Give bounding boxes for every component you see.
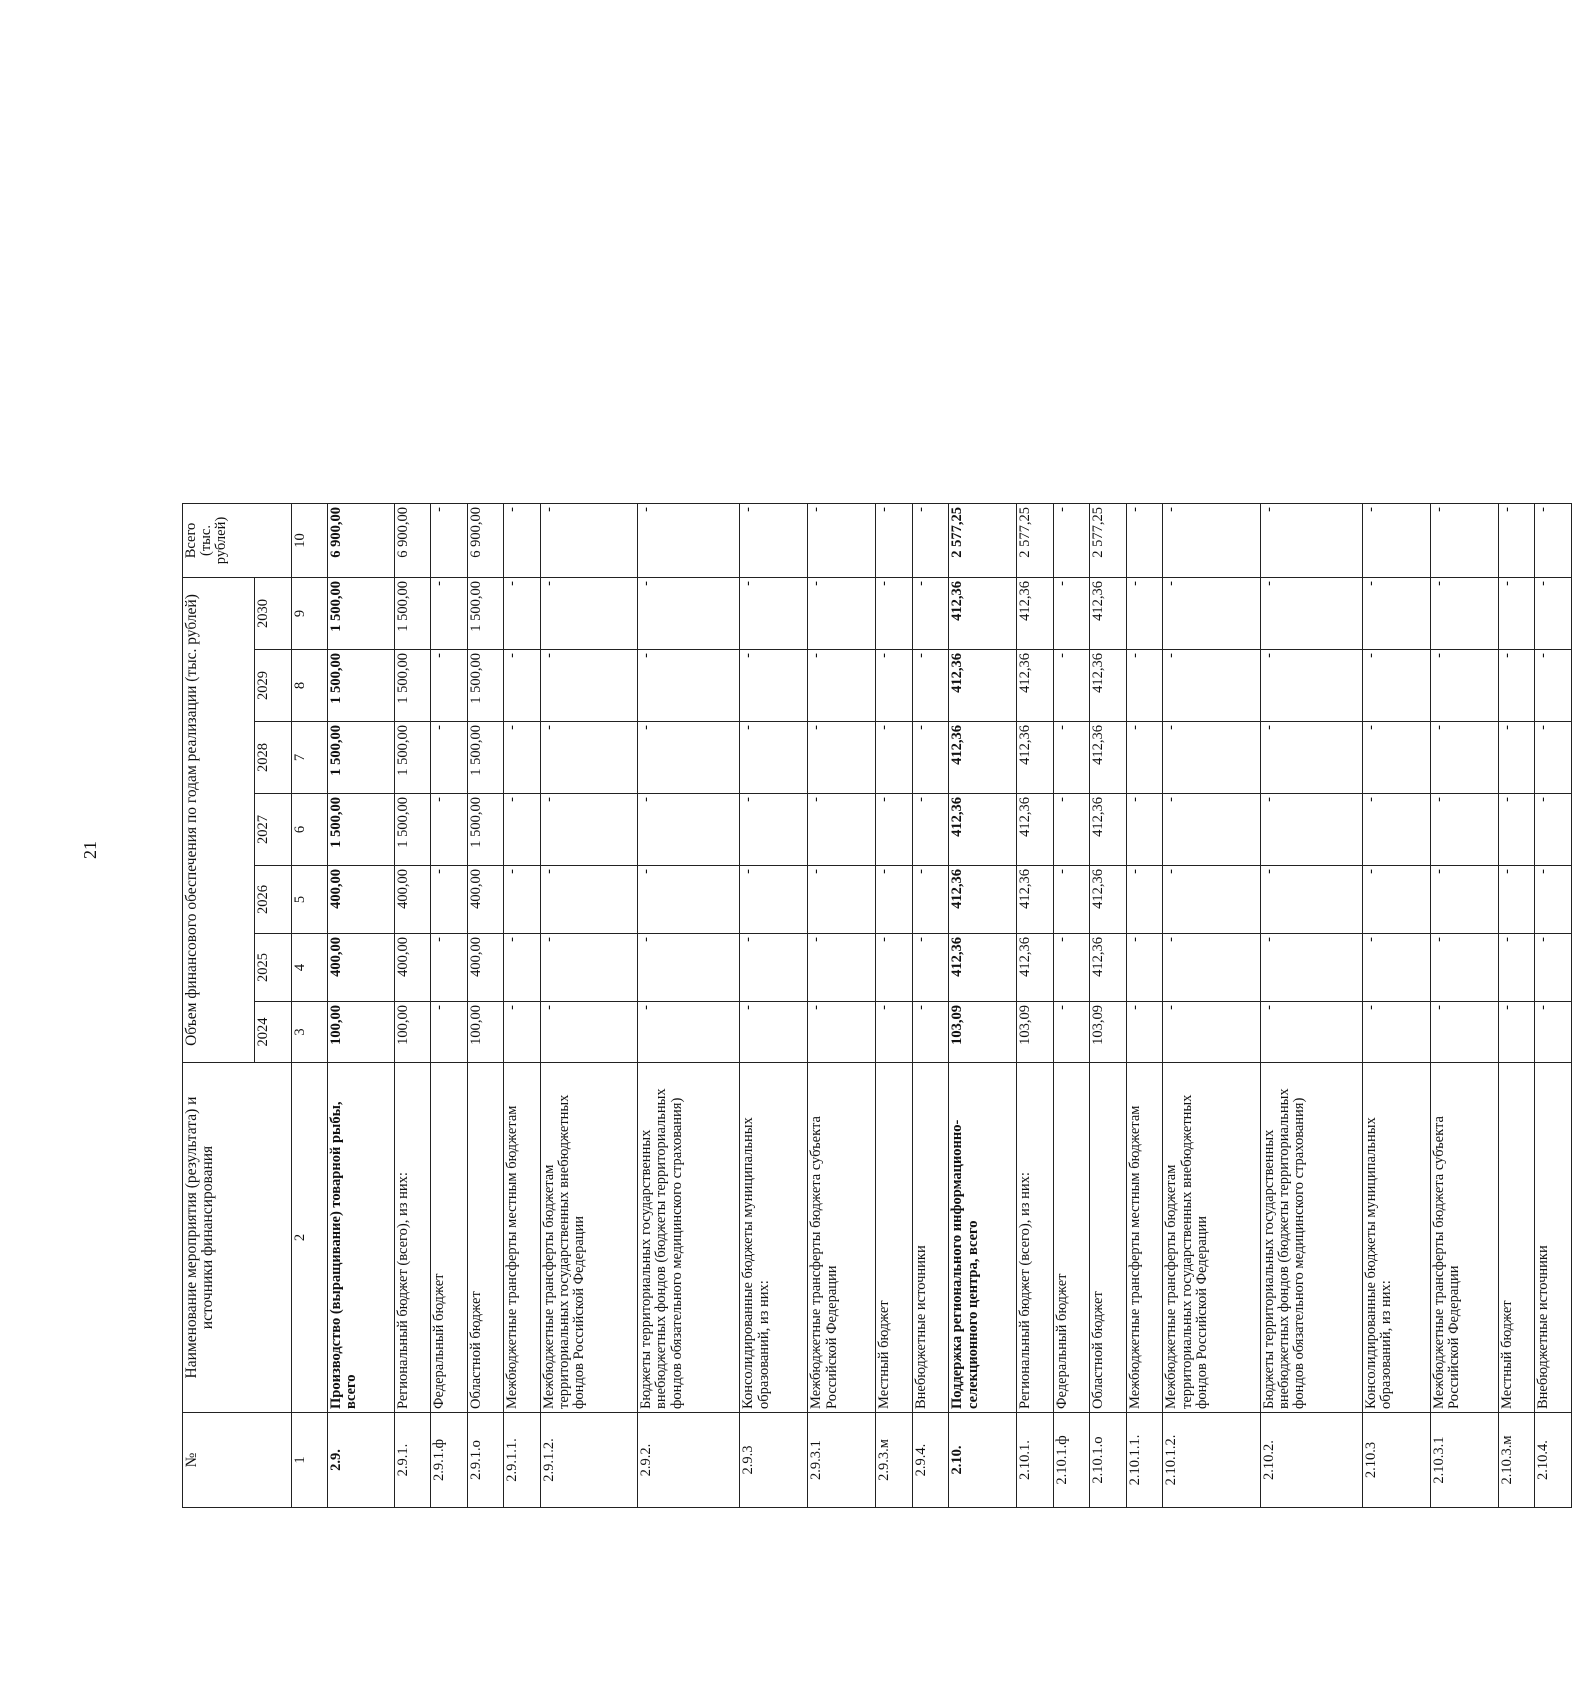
row-value: - (431, 794, 467, 866)
row-value: - (1430, 504, 1498, 578)
row-value: 412,36 (949, 578, 1017, 650)
row-value: - (1163, 794, 1260, 866)
row-value: - (638, 866, 740, 934)
row-value: - (1535, 504, 1572, 578)
row-value: - (740, 866, 808, 934)
row-value: - (504, 504, 540, 578)
row-value: - (1163, 650, 1260, 722)
row-value: - (808, 578, 876, 650)
col-number: 2 (291, 1063, 327, 1413)
col-number: 9 (291, 578, 327, 650)
row-value: 6 900,00 (328, 504, 395, 578)
table-row (394, 504, 430, 1508)
row-value: - (1126, 794, 1162, 866)
row-value: - (912, 794, 948, 866)
row-name: Федеральный бюджет (1053, 1063, 1089, 1413)
row-name: Межбюджетные трансферты местным бюджетам (504, 1063, 540, 1413)
col-number: 6 (291, 794, 327, 866)
row-value: - (740, 722, 808, 794)
row-value: 6 900,00 (394, 504, 430, 578)
row-value: - (1535, 578, 1572, 650)
row-value: - (808, 1002, 876, 1063)
row-value: - (1126, 578, 1162, 650)
row-value: - (1126, 722, 1162, 794)
row-value: 412,36 (1017, 578, 1053, 650)
row-value: 1 500,00 (328, 722, 395, 794)
row-value: - (740, 650, 808, 722)
row-value: - (540, 504, 637, 578)
row-name: Производство (выращивание) товарной рыбы, всего (328, 1063, 395, 1413)
row-value: - (504, 934, 540, 1002)
row-value: - (1163, 1002, 1260, 1063)
row-name: Межбюджетные трансферты бюджета субъекта Российской Федерации (808, 1063, 876, 1413)
row-value: - (876, 1002, 912, 1063)
row-value: - (740, 794, 808, 866)
row-value: - (1498, 934, 1534, 1002)
row-name: Местный бюджет (876, 1063, 912, 1413)
row-name: Внебюджетные источники (912, 1063, 948, 1413)
row-value: - (740, 578, 808, 650)
row-value: - (1430, 722, 1498, 794)
row-value: - (1362, 866, 1430, 934)
page-number: 21 (80, 841, 100, 859)
row-value: 412,36 (1017, 794, 1053, 866)
row-value: - (1498, 1002, 1534, 1063)
row-value: - (1163, 934, 1260, 1002)
row-value: - (876, 504, 912, 578)
table-row (876, 504, 912, 1508)
row-value: 412,36 (949, 934, 1017, 1002)
row-value: - (504, 722, 540, 794)
rotated-table-container (182, 118, 1552, 1508)
row-value: - (1535, 650, 1572, 722)
row-value: - (540, 722, 637, 794)
row-value: 400,00 (394, 934, 430, 1002)
row-name: Местный бюджет (1498, 1063, 1534, 1413)
row-number: 2.9.3.м (876, 1413, 912, 1508)
row-number: 2.9.1. (394, 1413, 430, 1508)
row-name: Межбюджетные трансферты бюджета субъекта Российской Федерации (1430, 1063, 1498, 1413)
row-value: - (1535, 722, 1572, 794)
row-number: 2.9.1.о (467, 1413, 503, 1508)
row-value: 412,36 (949, 650, 1017, 722)
row-value: 103,09 (949, 1002, 1017, 1063)
funding-table (182, 503, 1572, 1508)
row-value: 2 577,25 (949, 504, 1017, 578)
row-value: - (1535, 1002, 1572, 1063)
row-value: - (1498, 866, 1534, 934)
row-number: 2.10.1. (1017, 1413, 1053, 1508)
row-value: - (540, 934, 637, 1002)
row-value: - (540, 578, 637, 650)
row-value: - (808, 794, 876, 866)
row-value: - (1053, 650, 1089, 722)
row-value: - (1163, 722, 1260, 794)
table-row (431, 504, 467, 1508)
row-value: - (504, 794, 540, 866)
row-value: 100,00 (394, 1002, 430, 1063)
row-value: 1 500,00 (328, 650, 395, 722)
row-name: Региональный бюджет (всего), из них: (394, 1063, 430, 1413)
row-value: - (1362, 722, 1430, 794)
row-value: 1 500,00 (467, 578, 503, 650)
row-value: 412,36 (1090, 722, 1126, 794)
table-row (328, 504, 395, 1508)
row-value: - (912, 650, 948, 722)
row-value: - (808, 866, 876, 934)
col-number: 8 (291, 650, 327, 722)
row-value: - (808, 650, 876, 722)
row-name: Межбюджетные трансферты бюджетам территориальных государственных внебюджетных фондов Российской Федерации (540, 1063, 637, 1413)
row-value: 400,00 (467, 866, 503, 934)
row-value: 412,36 (1090, 650, 1126, 722)
table-row (808, 504, 876, 1508)
row-value: - (431, 650, 467, 722)
row-value: - (504, 578, 540, 650)
row-number: 2.9.1.1. (504, 1413, 540, 1508)
col-number: 10 (291, 504, 327, 578)
row-value: - (808, 722, 876, 794)
row-name: Областной бюджет (1090, 1063, 1126, 1413)
table-row (638, 504, 740, 1508)
row-value: 412,36 (949, 866, 1017, 934)
row-value: - (1260, 650, 1362, 722)
row-value: 400,00 (467, 934, 503, 1002)
table-row (1053, 504, 1089, 1508)
row-value: 412,36 (1090, 934, 1126, 1002)
row-value: - (1126, 650, 1162, 722)
row-number: 2.9.1.ф (431, 1413, 467, 1508)
row-value: 1 500,00 (328, 578, 395, 650)
year-header: 2028 (255, 722, 291, 794)
row-value: 2 577,25 (1090, 504, 1126, 578)
row-number: 2.10.4. (1535, 1413, 1572, 1508)
row-value: - (912, 866, 948, 934)
row-name: Бюджеты территориальных государственных внебюджетных фондов (бюджеты территориальных фондов обязательного медицинского страхования) (638, 1063, 740, 1413)
row-value: - (1260, 1002, 1362, 1063)
row-value: - (638, 722, 740, 794)
row-value: - (1430, 578, 1498, 650)
row-value: 412,36 (1017, 934, 1053, 1002)
table-row (504, 504, 540, 1508)
row-value: - (1053, 578, 1089, 650)
row-value: - (1535, 866, 1572, 934)
row-value: - (540, 794, 637, 866)
row-number: 2.10.3 (1362, 1413, 1430, 1508)
row-value: - (740, 504, 808, 578)
row-number: 2.9.2. (638, 1413, 740, 1508)
row-value: - (1163, 866, 1260, 934)
row-value: 400,00 (394, 866, 430, 934)
row-value: - (912, 578, 948, 650)
row-value: 1 500,00 (394, 578, 430, 650)
row-value: 100,00 (467, 1002, 503, 1063)
table-row (1535, 504, 1572, 1508)
row-value: 412,36 (949, 794, 1017, 866)
header-total: Всего (тыс. рублей) (183, 504, 292, 578)
row-value: - (1498, 794, 1534, 866)
row-value: - (1430, 794, 1498, 866)
row-value: - (1430, 934, 1498, 1002)
row-value: - (740, 934, 808, 1002)
year-header: 2027 (255, 794, 291, 866)
row-name: Бюджеты территориальных государственных внебюджетных фондов (бюджеты территориальных фондов обязательного медицинского страхования) (1260, 1063, 1362, 1413)
row-value: - (1163, 504, 1260, 578)
row-value: - (1053, 722, 1089, 794)
row-value: 412,36 (1017, 650, 1053, 722)
row-value: - (1126, 504, 1162, 578)
row-value: - (431, 578, 467, 650)
row-value: - (1260, 866, 1362, 934)
row-value: - (1498, 578, 1534, 650)
row-value: - (876, 578, 912, 650)
row-value: - (1362, 650, 1430, 722)
row-name: Областной бюджет (467, 1063, 503, 1413)
row-value: 412,36 (1090, 866, 1126, 934)
row-value: 1 500,00 (394, 722, 430, 794)
row-value: - (1163, 578, 1260, 650)
row-name: Региональный бюджет (всего), из них: (1017, 1063, 1053, 1413)
row-value: - (431, 866, 467, 934)
table-row (467, 504, 503, 1508)
row-value: - (912, 504, 948, 578)
row-value: - (876, 722, 912, 794)
row-value: - (1260, 722, 1362, 794)
row-value: - (504, 1002, 540, 1063)
row-number: 2.10. (949, 1413, 1017, 1508)
row-number: 2.10.2. (1260, 1413, 1362, 1508)
row-value: - (1498, 722, 1534, 794)
row-value: 1 500,00 (467, 650, 503, 722)
row-value: 400,00 (328, 866, 395, 934)
row-value: - (1535, 934, 1572, 1002)
row-value: - (1126, 934, 1162, 1002)
row-number: 2.10.1.о (1090, 1413, 1126, 1508)
row-value: - (1430, 1002, 1498, 1063)
row-value: 2 577,25 (1017, 504, 1053, 578)
year-header: 2024 (255, 1002, 291, 1063)
col-number: 1 (291, 1413, 327, 1508)
table-row (1362, 504, 1430, 1508)
row-name: Консолидированные бюджеты муниципальных образований, из них: (740, 1063, 808, 1413)
row-number: 2.10.1.ф (1053, 1413, 1089, 1508)
row-value: - (1126, 1002, 1162, 1063)
table-row (1017, 504, 1053, 1508)
row-value: - (876, 866, 912, 934)
row-value: - (638, 504, 740, 578)
row-value: - (740, 1002, 808, 1063)
row-value: - (912, 934, 948, 1002)
row-value: - (876, 794, 912, 866)
table-row (1090, 504, 1126, 1508)
row-value: - (1498, 650, 1534, 722)
row-value: - (431, 722, 467, 794)
row-value: - (1362, 578, 1430, 650)
row-number: 2.9.3 (740, 1413, 808, 1508)
row-value: 6 900,00 (467, 504, 503, 578)
row-value: - (1535, 794, 1572, 866)
row-value: 103,09 (1017, 1002, 1053, 1063)
row-value: 1 500,00 (467, 722, 503, 794)
row-value: - (638, 794, 740, 866)
row-number: 2.10.1.2. (1163, 1413, 1260, 1508)
row-number: 2.9.1.2. (540, 1413, 637, 1508)
row-value: - (1260, 578, 1362, 650)
row-name: Межбюджетные трансферты местным бюджетам (1126, 1063, 1162, 1413)
row-value: - (1430, 650, 1498, 722)
row-value: - (540, 1002, 637, 1063)
year-header: 2029 (255, 650, 291, 722)
row-value: 1 500,00 (394, 794, 430, 866)
row-value: - (1498, 504, 1534, 578)
row-value: - (1053, 794, 1089, 866)
table-row (1126, 504, 1162, 1508)
table-row (1498, 504, 1534, 1508)
row-value: 412,36 (1090, 578, 1126, 650)
row-value: - (1053, 866, 1089, 934)
row-value: - (1260, 794, 1362, 866)
year-header: 2026 (255, 866, 291, 934)
row-value: 412,36 (949, 722, 1017, 794)
row-value: 103,09 (1090, 1002, 1126, 1063)
row-value: - (504, 866, 540, 934)
row-name: Федеральный бюджет (431, 1063, 467, 1413)
row-value: - (431, 504, 467, 578)
row-value: - (876, 934, 912, 1002)
col-number: 7 (291, 722, 327, 794)
year-header: 2030 (255, 578, 291, 650)
row-value: 412,36 (1017, 722, 1053, 794)
row-number: 2.10.1.1. (1126, 1413, 1162, 1508)
row-value: - (808, 934, 876, 1002)
row-value: - (1362, 504, 1430, 578)
row-value: 1 500,00 (467, 794, 503, 866)
row-value: 1 500,00 (328, 794, 395, 866)
table-row (740, 504, 808, 1508)
row-value: - (1260, 934, 1362, 1002)
table-row (949, 504, 1017, 1508)
row-value: 412,36 (1090, 794, 1126, 866)
col-number: 3 (291, 1002, 327, 1063)
row-value: - (876, 650, 912, 722)
row-value: - (504, 650, 540, 722)
row-value: 100,00 (328, 1002, 395, 1063)
row-value: 412,36 (1017, 866, 1053, 934)
table-row (912, 504, 948, 1508)
year-header: 2025 (255, 934, 291, 1002)
row-number: 2.9. (328, 1413, 395, 1508)
row-value: - (1260, 504, 1362, 578)
table-row (1260, 504, 1362, 1508)
row-value: - (431, 1002, 467, 1063)
header-funding: Объем финансового обеспечения по годам реализации (тыс. рублей) (183, 578, 255, 1063)
row-value: - (1053, 1002, 1089, 1063)
row-value: - (1362, 934, 1430, 1002)
row-value: - (912, 722, 948, 794)
row-value: - (431, 934, 467, 1002)
row-name: Поддержка регионального информационно-селекционного центра, всего (949, 1063, 1017, 1413)
row-value: - (1430, 866, 1498, 934)
table-row (540, 504, 637, 1508)
row-value: 400,00 (328, 934, 395, 1002)
row-value: - (1053, 934, 1089, 1002)
row-name: Внебюджетные источники (1535, 1063, 1572, 1413)
row-value: - (912, 1002, 948, 1063)
table-row (1163, 504, 1260, 1508)
row-number: 2.9.3.1 (808, 1413, 876, 1508)
row-value: - (638, 934, 740, 1002)
col-number: 4 (291, 934, 327, 1002)
row-name: Консолидированные бюджеты муниципальных образований, из них: (1362, 1063, 1430, 1413)
col-number: 5 (291, 866, 327, 934)
table-row (1430, 504, 1498, 1508)
row-value: - (808, 504, 876, 578)
row-value: - (1126, 866, 1162, 934)
row-value: - (638, 650, 740, 722)
row-number: 2.9.4. (912, 1413, 948, 1508)
row-value: - (638, 1002, 740, 1063)
header-name: Наименование мероприятия (результата) и источники финансирования (183, 1063, 292, 1413)
row-number: 2.10.3.м (1498, 1413, 1534, 1508)
row-name: Межбюджетные трансферты бюджетам территориальных государственных внебюджетных фондов Российской Федерации (1163, 1063, 1260, 1413)
row-value: - (1053, 504, 1089, 578)
row-value: - (540, 650, 637, 722)
row-value: - (638, 578, 740, 650)
row-value: - (1362, 794, 1430, 866)
row-value: 1 500,00 (394, 650, 430, 722)
header-no: № (183, 1413, 292, 1508)
row-value: - (540, 866, 637, 934)
row-number: 2.10.3.1 (1430, 1413, 1498, 1508)
row-value: - (1362, 1002, 1430, 1063)
